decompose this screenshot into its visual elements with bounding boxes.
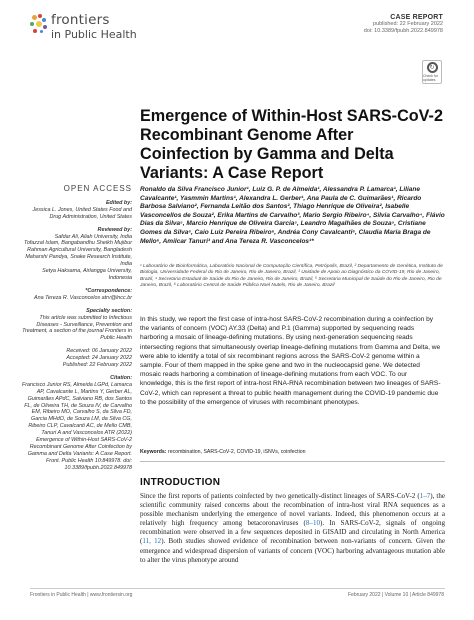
article-sidebar (20, 186, 132, 478)
abstract: In this study, we report the first case of intra-host SARS-CoV-2 recombination during a coinfection by the variants of concern (VOC) AY.33 (Delta) and P.1 (Gamma) supported by sequencing reads harboring a mosaic of lineage-defining mutations. By using next-generation sequencing reads intersecting regions that simultaneously overlap lineage-defining mutations from Gamma and Delta, we were able to identify a total of six recombinant regions across the SARS-CoV-2 genome within a sample. Four of them mapped in the spike gene and two in the nucleocapsid gene. We detected mosaic reads harboring a combination of lineage-defining mutations from each VOC. To our knowledge, this is the first report of intra-host RNA-RNA recombination between two lineages of SARS-CoV-2, which can represent a threat to public health management during the COVID-19 pandemic due to the possibility of the emergence of viruses with recombinant phenotypes. (140, 316, 441, 406)
accepted-date: Accepted: 24 January 2022 (66, 355, 132, 362)
footer-rule (30, 588, 445, 589)
check-for-updates-badge[interactable] (422, 60, 442, 84)
intro-text-4: ). Both studies showed evidence of recombination between non-variants of concern. Given the emergence and widespread dispersion of variants of concern (VOC) harboring advantageous mutation able to alter the virus phenotype around (140, 537, 445, 564)
introduction-paragraph (140, 492, 445, 565)
keywords-list: recombination, SARS-CoV-2, COVID-19, iSNVs, coinfection (167, 449, 306, 455)
correspondence-contact[interactable]: Ana Tereza R. Vasconcelos atrv@lncc.br (34, 294, 132, 301)
affiliations: ¹ Laboratório de Bioinformática, Laboratório Nacional de Computação Científica, Petrópolis, Brazil, ² Departamento de Genética, Instituto de Biologia, Universidade Federal do Rio de Janeiro, Rio de Janeiro, Brazil, ³ Unidade de Apoio ao Diagnóstico da COVID-19, Rio de Janeiro, Brazil, ⁴ Secretaria Estadual de Saúde do Rio de Janeiro, Rio de Janeiro, Brazil, ⁵ Secretaria Municipal de Saúde do Rio de Janeiro, Rio de Janeiro, Brazil, ⁶ Laboratório Central de Saúde Pública Noel Nutels, Rio de Janeiro, Brazil (140, 264, 443, 289)
section-divider (140, 461, 445, 462)
published-date: published: 22 February 2022 (372, 21, 443, 27)
citation-link-1[interactable]: 1–7 (419, 492, 431, 500)
intro-text-3: ). In SARS-CoV-2, signals of ongoing recombination were observed in a few sequences deposited in GISAID and circulating in North America ( (140, 519, 445, 546)
specialty-text: This article was submitted to Infectious Diseases - Surveillance, Prevention and Treatment, a section of the journal Frontiers in Public Health (22, 314, 132, 342)
frontiers-logo[interactable] (30, 14, 137, 40)
specialty-block (20, 308, 132, 343)
published-date-sidebar: Published: 22 February 2022 (62, 362, 132, 369)
introduction-heading: INTRODUCTION (140, 477, 221, 488)
citation-block (20, 375, 132, 472)
edited-by-label: Edited by: (105, 199, 132, 206)
footer-issue: February 2022 | Volume 10 | Article 849978 (348, 592, 444, 598)
received-date: Received: 06 January 2022 (66, 348, 132, 355)
check-for-updates-label: Check for updates (423, 74, 438, 82)
journal-brand: frontiers (51, 12, 110, 28)
correspondence-label: *Correspondence: (85, 287, 132, 294)
edited-by-block (20, 200, 132, 221)
citation-link-2[interactable]: 8–10 (305, 519, 320, 528)
correspondence-block (20, 288, 132, 302)
citation-link-3[interactable]: 11, 12 (142, 537, 162, 546)
footer-journal[interactable]: Frontiers in Public Health | www.frontiersin.org (30, 592, 133, 598)
editor-name: Jessica L. Jones, United States Food and Drug Administration, United States (32, 206, 132, 220)
intro-text-1: Since the first reports of patients coinfected by two genetically-distinct lineages of SARS-CoV-2 ( (140, 492, 420, 500)
check-for-updates-icon: ↻ (427, 62, 438, 73)
keywords (140, 449, 442, 455)
intro-text-2: ), the scientific community raised concerns about the recombination of intra-host viral RNA sequences as a possible mechanism underlying the emergence of novel variants. Indeed, this phenomenon occurs at a relatively high frequency among betacoronaviruses ( (140, 492, 445, 528)
keywords-label: Keywords: (140, 449, 167, 455)
specialty-label: Specialty section: (86, 307, 132, 314)
citation-text: Francisco Junior RS, Almeida LGPd, Lamarca AP, Cavalcante L, Martins Y, Gerber AL, Guimarães APdC, Salviano RB, dos Santos FL, de Oliveira TH, de Souza IV, de Carvalho EM, Ribeiro MO, Carvalho S, da Silva FD, Garcia MHdO, de Souza LM, da Silva CG, Ribeiro CLP, Cavalcanti AC, de Mello CMB, Tanuri A and Vasconcelos ATR (2022) Emergence of Within-Host SARS-CoV-2 Recombinant Genome After Coinfection by Gamma and Delta Variants: A Case Report. Front. Public Health 10:849978. doi: 10.3389/fpubh.2022.849978 (21, 381, 132, 471)
journal-name: in Public Health (51, 27, 137, 41)
reviewer-1: Safdar Ali, Aliah University, India (54, 233, 132, 240)
reviewer-2: Tofazzal Islam, Bangabandhu Sheikh Mujibur Rahman Agricultural University, Bangladesh (24, 240, 132, 254)
author-list: Ronaldo da Silva Francisco Junior¹, Luiz G. P. de Almeida¹, Alessandra P. Lamarca¹, Liliane Cavalcante¹, Yasmmin Martins¹, Alexandra L. Gerber¹, Ana Paula de C. Guimarães¹, Ricardo Barbosa Salviano², Fernanda Leitão dos Santos², Thiago Henrique de Oliveira², Isabelle Vasconcellos de Souza², Erika Martins de Carvalho³, Mario Sergio Ribeiro⁴, Silvia Carvalho⁴, Flávio Dias da Silva⁵, Marcio Henrique de Oliveira Garcia⁵, Leandro Magalhães de Souza⁵, Cristiane Gomes da Silva⁶, Caio Luiz Pereira Ribeiro⁶, Andréa Cony Cavalcanti⁶, Claudia Maria Braga de Mello⁶, Amilcar Tanuri³ and Ana Tereza R. Vasconcelos¹* (140, 186, 445, 245)
reviewed-by-label: Reviewed by: (97, 226, 132, 233)
reviewed-by-block (20, 227, 132, 282)
article-type: CASE REPORT (390, 14, 443, 21)
reviewer-3: Maharshi Pandya, Snake Research Institute, India (25, 254, 132, 268)
citation-label: Citation: (110, 374, 132, 381)
dates-block (20, 348, 132, 369)
reviewer-4: Setya Haksama, Airlangga University, Indonesia (42, 268, 132, 281)
article-meta-header (364, 14, 443, 35)
frontiers-logo-icon (30, 14, 48, 36)
open-access-label: OPEN ACCESS (63, 184, 132, 193)
doi-link[interactable]: doi: 10.3389/fpubh.2022.849978 (363, 28, 443, 34)
article-title: Emergence of Within-Host SARS-CoV-2 Recombinant Genome After Coinfection by Gamma and Delta Variants: A Case Report (140, 107, 443, 182)
